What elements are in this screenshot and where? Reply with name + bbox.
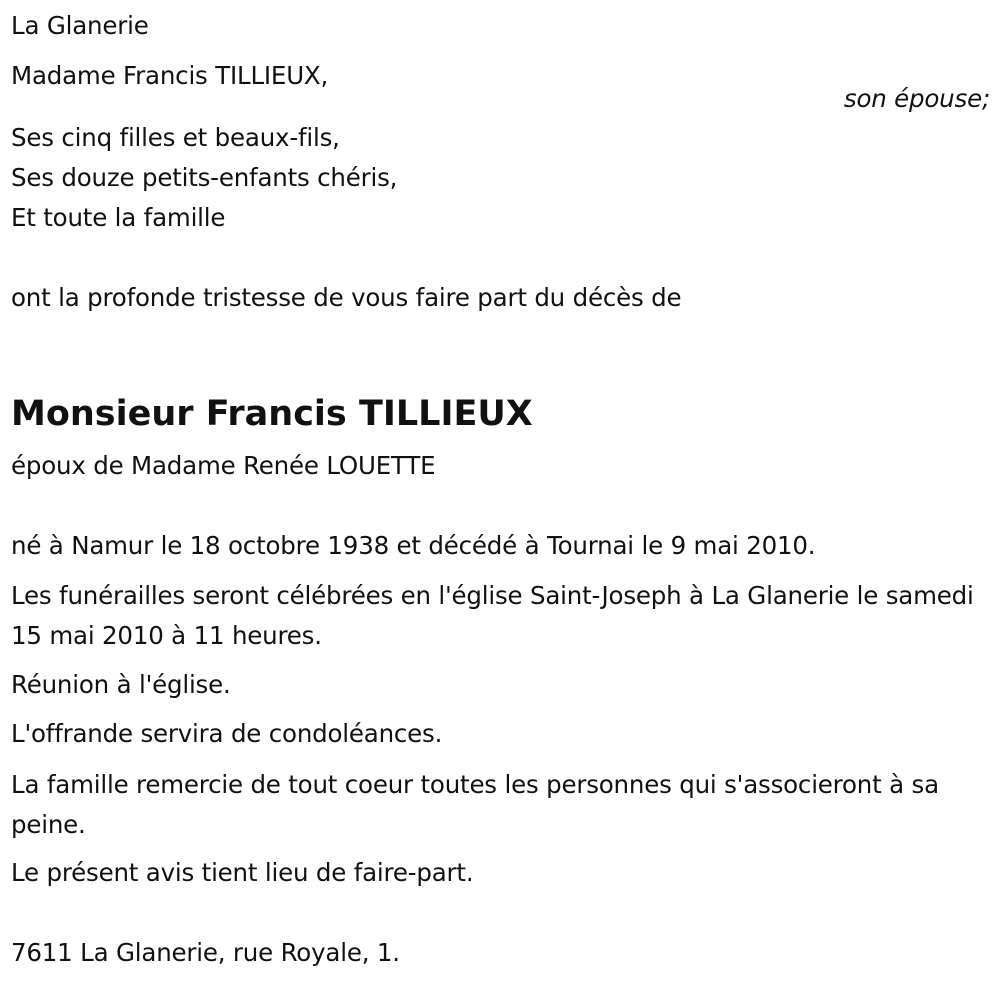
children-line: Ses cinq filles et beaux-fils,	[11, 123, 340, 152]
locality-header: La Glanerie	[11, 11, 149, 40]
spouse-of-line: époux de Madame Renée LOUETTE	[11, 451, 436, 480]
funeral-details: Les funérailles seront célébrées en l'église Saint-Joseph à La Glanerie le samedi 15 mai 2010 à 11 heures.	[11, 581, 974, 650]
birth-death-line: né à Namur le 18 octobre 1938 et décédé à Tournai le 9 mai 2010.	[11, 531, 816, 560]
offering-line: L'offrande servira de condoléances.	[11, 719, 443, 748]
deceased-name: Monsieur Francis TILLIEUX	[11, 394, 533, 434]
spouse-role: son épouse;	[843, 84, 990, 113]
family-line: Et toute la famille	[11, 203, 226, 232]
notice-line: Le présent avis tient lieu de faire-part.	[11, 858, 474, 887]
thanks-paragraph: La famille remercie de tout coeur toutes les personnes qui s'associeront à sa peine.	[11, 770, 939, 839]
address-line: 7611 La Glanerie, rue Royale, 1.	[11, 938, 400, 967]
meeting-line: Réunion à l'église.	[11, 670, 231, 699]
spouse-name: Madame Francis TILLIEUX,	[11, 61, 329, 90]
grandchildren-line: Ses douze petits-enfants chéris,	[11, 163, 398, 192]
announcement-intro: ont la profonde tristesse de vous faire part du décès de	[11, 283, 682, 312]
